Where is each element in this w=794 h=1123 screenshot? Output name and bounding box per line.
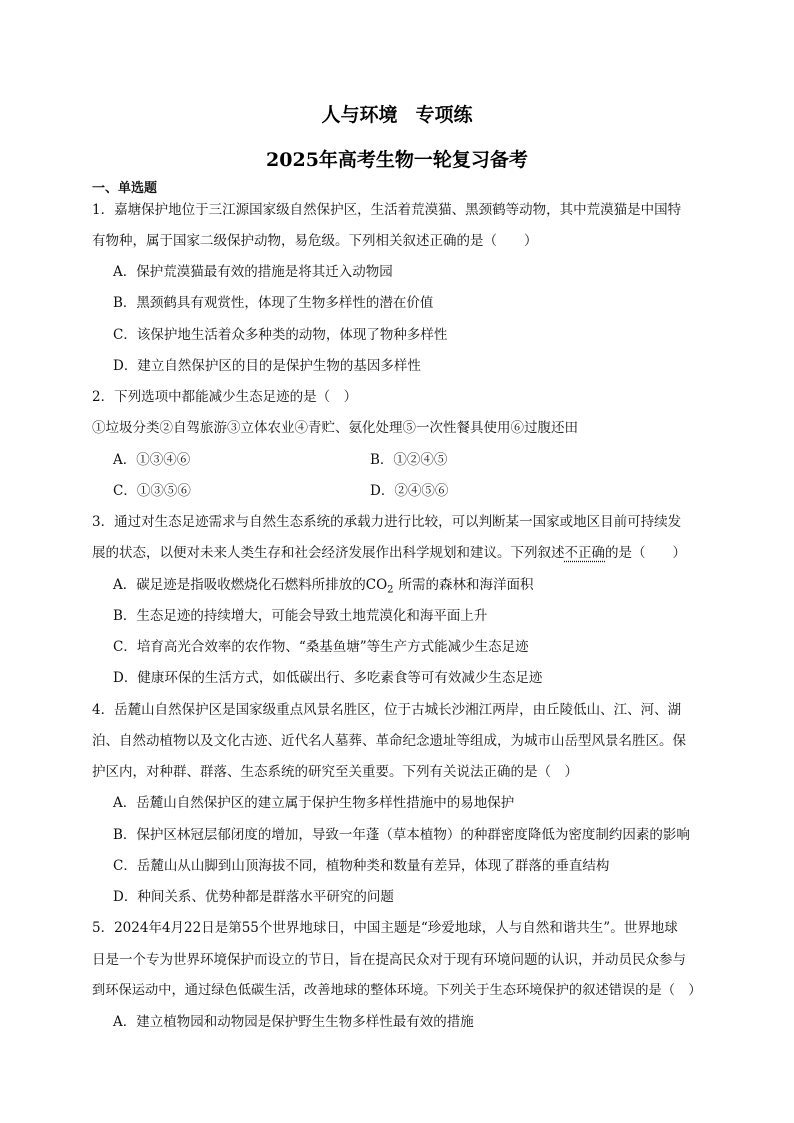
q4-option-c: C．岳麓山从山脚到山顶海拔不同，植物种类和数量有差异，体现了群落的垂直结构 <box>113 858 610 874</box>
q1-option-b: B．黑颈鹤具有观赏性，体现了生物多样性的潜在价值 <box>113 295 434 311</box>
q4-option-a: A．岳麓山自然保护区的建立属于保护生物多样性措施中的易地保护 <box>113 795 515 811</box>
q3-stem-line2 <box>92 544 712 562</box>
q4-stem-line1: 4．岳麓山自然保护区是国家级重点风景名胜区，位于古城长沙湘江两岸，由丘陵低山、江、河、湖 <box>92 702 682 718</box>
q1-option-a: A．保护荒漠猫最有效的措施是将其迁入动物园 <box>113 264 393 280</box>
title-part2: 专项练 <box>415 104 473 126</box>
q2-stem-line1: 2．下列选项中都能减少生态足迹的是（ ） <box>92 389 358 405</box>
section-heading: 一、单选题 <box>92 181 158 196</box>
q2-option-b: B．①②④⑤ <box>370 452 448 468</box>
q4-option-d: D．种间关系、优势种都是群落水平研究的问题 <box>113 889 394 905</box>
q3-stem-line1: 3．通过对生态足迹需求与自然生态系统的承载力进行比较，可以判断某一国家或地区目前可持续发 <box>92 514 682 530</box>
q3-option-b: B．生态足迹的持续增大，可能会导致土地荒漠化和海平面上升 <box>113 608 488 624</box>
q3-emphasis-text: 不正确 <box>564 545 605 561</box>
q3-stem-line2-part1: 展的状态，以便对未来人类生存和社会经济发展作出科学规划和建议。下列叙述 <box>92 545 565 561</box>
q5-stem-line2: 日是一个专为世界环境保护而设立的节日，旨在提高民众对于现有环境问题的认识，并动员民众参与 <box>92 952 686 968</box>
q3-option-a <box>113 576 733 600</box>
q3-stem-line2-part3: 的是（ ） <box>605 545 686 561</box>
q4-stem-line2: 泊、自然动植物以及文化古迹、近代名人墓葬、革命纪念遗址等组成，为城市山岳型风景名胜区。保 <box>92 733 686 749</box>
q3-option-a-subscript: 2 <box>387 584 394 596</box>
q3-option-a-part1: A．碳足迹是指吸收燃烧化石燃料所排放的CO <box>113 577 388 593</box>
q4-option-b: B．保护区林冠层郁闭度的增加，导致一年蓬（草本植物）的种群密度降低为密度制约因素的影响 <box>113 827 690 843</box>
page-subtitle: 2025年高考生物一轮复习备考 <box>266 149 528 171</box>
q2-option-c: C．①③⑤⑥ <box>113 483 191 499</box>
q1-stem-line2: 有物种，属于国家二级保护动物，易危级。下列相关叙述正确的是（ ） <box>92 233 538 249</box>
title-part1: 人与环境 <box>321 104 398 126</box>
q1-option-c: C．该保护地生活着众多种类的动物，体现了物种多样性 <box>113 327 448 343</box>
q2-option-a: A．①③④⑥ <box>113 452 191 468</box>
q2-option-d: D．②④⑤⑥ <box>370 483 449 499</box>
q1-stem-line1: 1．嘉塘保护地位于三江源国家级自然保护区，生活着荒漠猫、黑颈鹤等动物，其中荒漠猫是中国特 <box>92 202 682 218</box>
q4-stem-line3: 护区内，对种群、群落、生态系统的研究至关重要。下列有关说法正确的是（ ） <box>92 764 578 780</box>
q5-stem-line3: 到环保运动中，通过绿色低碳生活，改善地球的整体环境。下列关于生态环境保护的叙述错误的是（ ） <box>92 983 702 998</box>
page-title <box>0 100 794 127</box>
q5-stem-line1: 5．2024年4月22日是第55个世界地球日，中国主题是“珍爱地球，人与自然和谐共生”。世界地球 <box>92 920 678 936</box>
q1-option-d: D．建立自然保护区的目的是保护生物的基因多样性 <box>113 358 421 374</box>
q3-option-c: C．培育高光合效率的农作物、“桑基鱼塘”等生产方式能减少生态足迹 <box>113 639 529 655</box>
q3-option-d: D．健康环保的生活方式，如低碳出行、多吃素食等可有效减少生态足迹 <box>113 670 543 686</box>
q5-option-a: A．建立植物园和动物园是保护野生生物多样性最有效的措施 <box>113 1014 474 1030</box>
q3-option-a-part2: 所需的森林和海洋面积 <box>398 577 534 593</box>
q2-stem-line2: ①垃圾分类②自驾旅游③立体农业④青贮、氨化处理⑤一次性餐具使用⑥过腹还田 <box>92 420 578 436</box>
